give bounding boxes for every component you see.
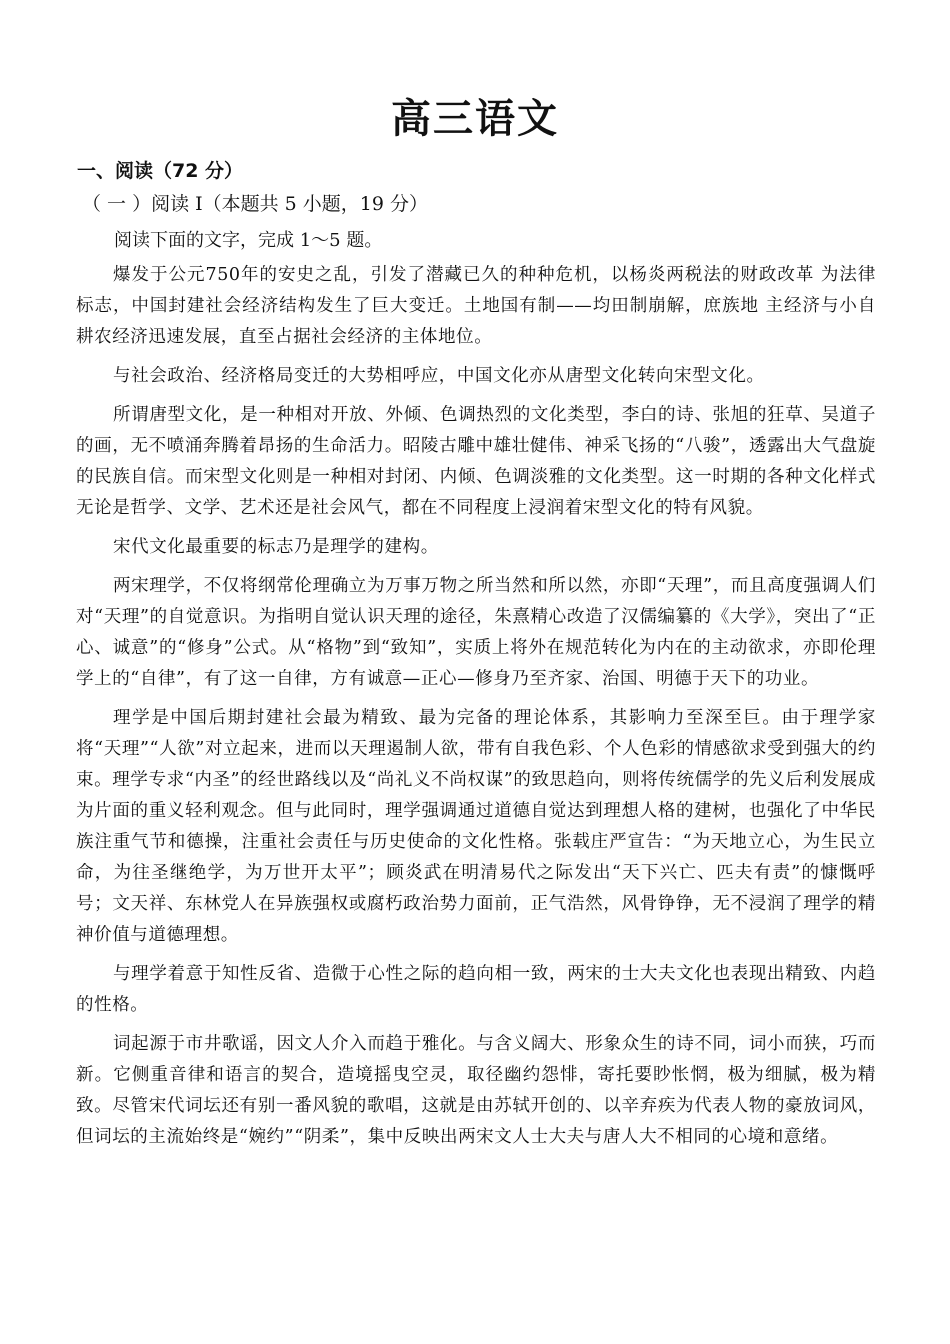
page-title: 高三语文 xyxy=(391,96,559,142)
paragraph: 与理学着意于知性反省、造微于心性之际的趋向相一致，两宋的士大夫文化也表现出精致、内趋的性格。 xyxy=(76,964,876,1015)
reading-passage xyxy=(76,260,876,1161)
paragraph: 所谓唐型文化，是一种相对开放、外倾、色调热烈的文化类型，李白的诗、张旭的狂草、吴道子的画，无不喷涌奔腾着昂扬的生命活力。昭陵古雕中雄壮健伟、神采飞扬的“八骏”，透露出大气盘旋的民族自信。而宋型文化则是一种相对封闭、内倾、色调淡雅的文化类型。这一时期的各种文化样式无论是哲学、文学、艺术还是社会风气，都在不同程度上浸润着宋型文化的特有风貌。 xyxy=(76,405,876,518)
paragraph: 理学是中国后期封建社会最为精致、最为完备的理论体系，其影响力至深至巨。由于理学家将“天理”“人欲”对立起来，进而以天理遏制人欲，带有自我色彩、个人色彩的情感欲求受到强大的约束。理学专求“内圣”的经世路线以及“尚礼义不尚权谋”的致思趋向，则将传统儒学的先义后利发展成为片面的重义轻利观念。但与此同时，理学强调通过道德自觉达到理想人格的建树，也强化了中华民族注重气节和德操，注重社会责任与历史使命的文化性格。张载庄严宣告：“为天地立心，为生民立命，为往圣继绝学，为万世开太平”；顾炎武在明清易代之际发出“天下兴亡、匹夫有责”的慷慨呼号；文天祥、东林党人在异族强权或腐朽政治势力面前，正气浩然，风骨铮铮，无不浸润了理学的精神价值与道德理想。 xyxy=(76,708,876,945)
section-heading: 一、阅读（72 分） xyxy=(77,160,244,182)
paragraph: 宋代文化最重要的标志乃是理学的建构。 xyxy=(113,537,439,557)
paragraph: 爆发于公元750年的安史之乱，引发了潜藏已久的种种危机，以杨炎两税法的财政改革 为法律标志，中国封建社会经济结构发生了巨大变迁。土地国有制——均田制崩解，庶族地 主经济与小自耕农经济迅速发展，直至占据社会经济的主体地位。 xyxy=(76,265,876,347)
paragraph: 两宋理学，不仅将纲常伦理确立为万事万物之所当然和所以然，亦即“天理”，而且高度强调人们对“天理”的自觉意识。为指明自觉认识天理的途径，朱熹精心改造了汉儒编纂的《大学》，突出了“正心、诚意”的“修身”公式。从“格物”到“致知”，实质上将外在规范转化为内在的主动欲求，亦即伦理学上的“自律”，有了这一自律，方有诚意—正心—修身乃至齐家、治国、明德于天下的功业。 xyxy=(76,576,876,689)
paragraph: 词起源于市井歌谣，因文人介入而趋于雅化。与含义阔大、形象众生的诗不同，词小而狭，巧而新。它侧重音律和语言的契合，造境摇曳空灵，取径幽约怨悱，寄托要眇怅惘，极为细腻，极为精致。尽管宋代词坛还有别一番风貌的歌唱，这就是由苏轼开创的、以辛弃疾为代表人物的豪放词风，但词坛的主流始终是“婉约”“阴柔”，集中反映出两宋文人士大夫与唐人大不相同的心境和意绪。 xyxy=(76,1034,876,1147)
instruction-text: 阅读下面的文字，完成 1～5 题。 xyxy=(114,230,383,251)
paragraph: 与社会政治、经济格局变迁的大势相呼应，中国文化亦从唐型文化转向宋型文化。 xyxy=(113,366,765,386)
sub-heading: （ 一 ）阅读 I（本题共 5 小题，19 分） xyxy=(82,193,429,215)
